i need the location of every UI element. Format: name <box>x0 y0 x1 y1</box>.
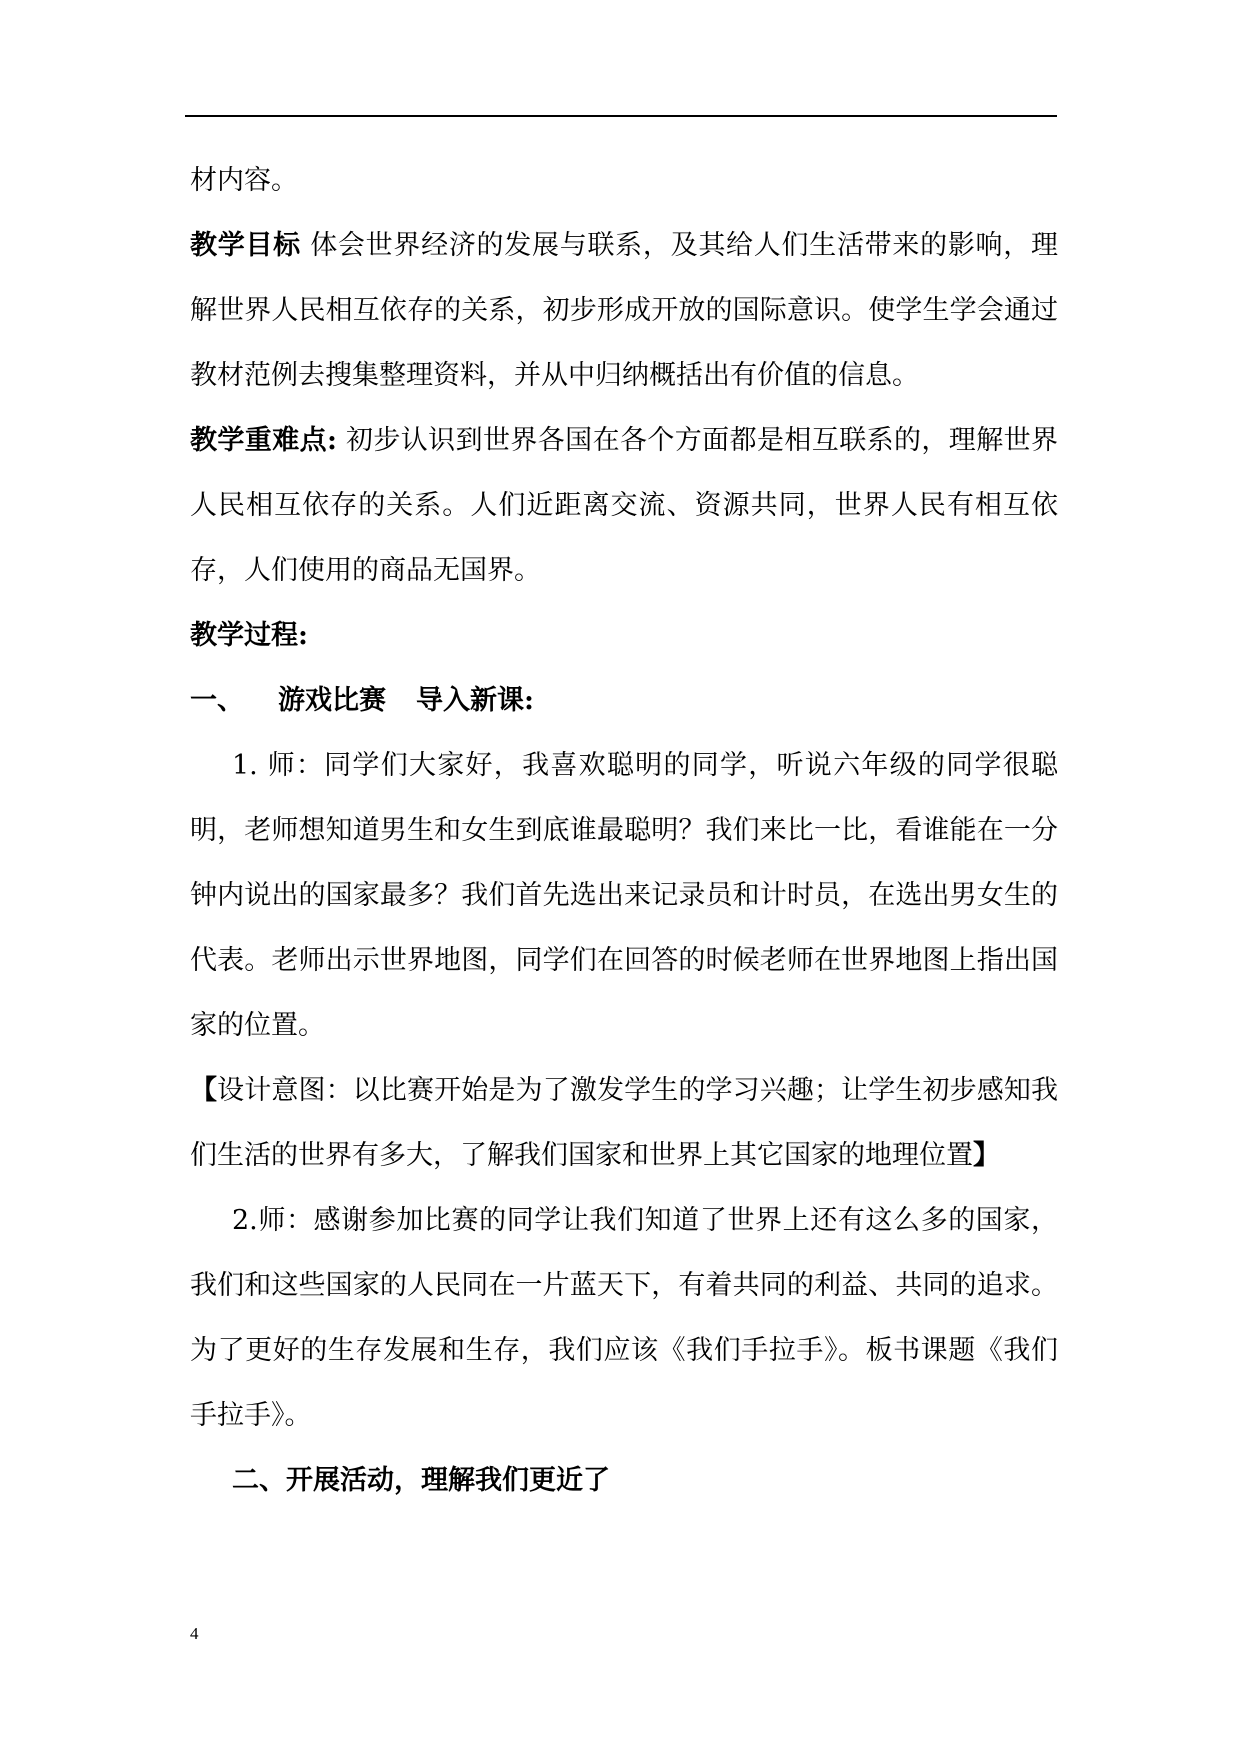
design-intent-paragraph <box>190 1058 1058 1188</box>
section-one-number: 一、 <box>190 685 244 716</box>
teaching-goal-paragraph <box>190 213 1058 408</box>
teaching-goal-label: 教学目标 <box>190 230 301 261</box>
section-one-title-a: 游戏比赛 <box>278 685 386 716</box>
paragraph-continuation: 材内容。 <box>190 165 298 196</box>
item-one-paragraph: 1. 师：同学们大家好，我喜欢聪明的同学，听说六年级的同学很聪明，老师想知道男生和女生到底谁最聪明？我们来比一比，看谁能在一分钟内说出的国家最多？我们首先选出来记录员和计时员，在选出男女生的代表。老师出示世界地图，同学们在回答的时候老师在世界地图上指出国家的位置。 <box>190 750 1058 1041</box>
section-two-heading: 二、开展活动，理解我们更近了 <box>232 1465 610 1496</box>
section-one-heading <box>190 668 1058 733</box>
process-heading: 教学过程: <box>190 620 308 651</box>
header-rule <box>185 115 1057 117</box>
design-intent-text: 设计意图：以比赛开始是为了激发学生的学习兴趣；让学生初步感知我们生活的世界有多大，了解我们国家和世界上其它国家的地理位置 <box>190 1075 1059 1171</box>
page-number: 4 <box>190 1624 199 1643</box>
teaching-goal-text: 体会世界经济的发展与联系，及其给人们生活带来的影响，理解世界人民相互依存的关系，初步形成开放的国际意识。使学生学会通过教材范例去搜集整理资料，并从中归纳概括出有价值的信息。 <box>190 230 1059 391</box>
design-intent-open-bracket: 【 <box>190 1075 218 1106</box>
key-points-text: 初步认识到世界各国在各个方面都是相互联系的，理解世界人民相互依存的关系。人们近距离交流、资源共同，世界人民有相互依存，人们使用的商品无国界。 <box>190 425 1058 586</box>
key-points-paragraph <box>190 408 1058 603</box>
key-points-label: 教学重难点: <box>190 425 337 456</box>
document-body <box>190 148 1058 1513</box>
section-one-title-b: 导入新课: <box>416 685 534 716</box>
design-intent-close-bracket: 】 <box>973 1140 1000 1171</box>
item-two-paragraph: 2.师：感谢参加比赛的同学让我们知道了世界上还有这么多的国家，我们和这些国家的人民同在一片蓝天下，有着共同的利益、共同的追求。为了更好的生存发展和生存，我们应该《我们手拉手》。板书课题《我们手拉手》。 <box>190 1205 1058 1431</box>
